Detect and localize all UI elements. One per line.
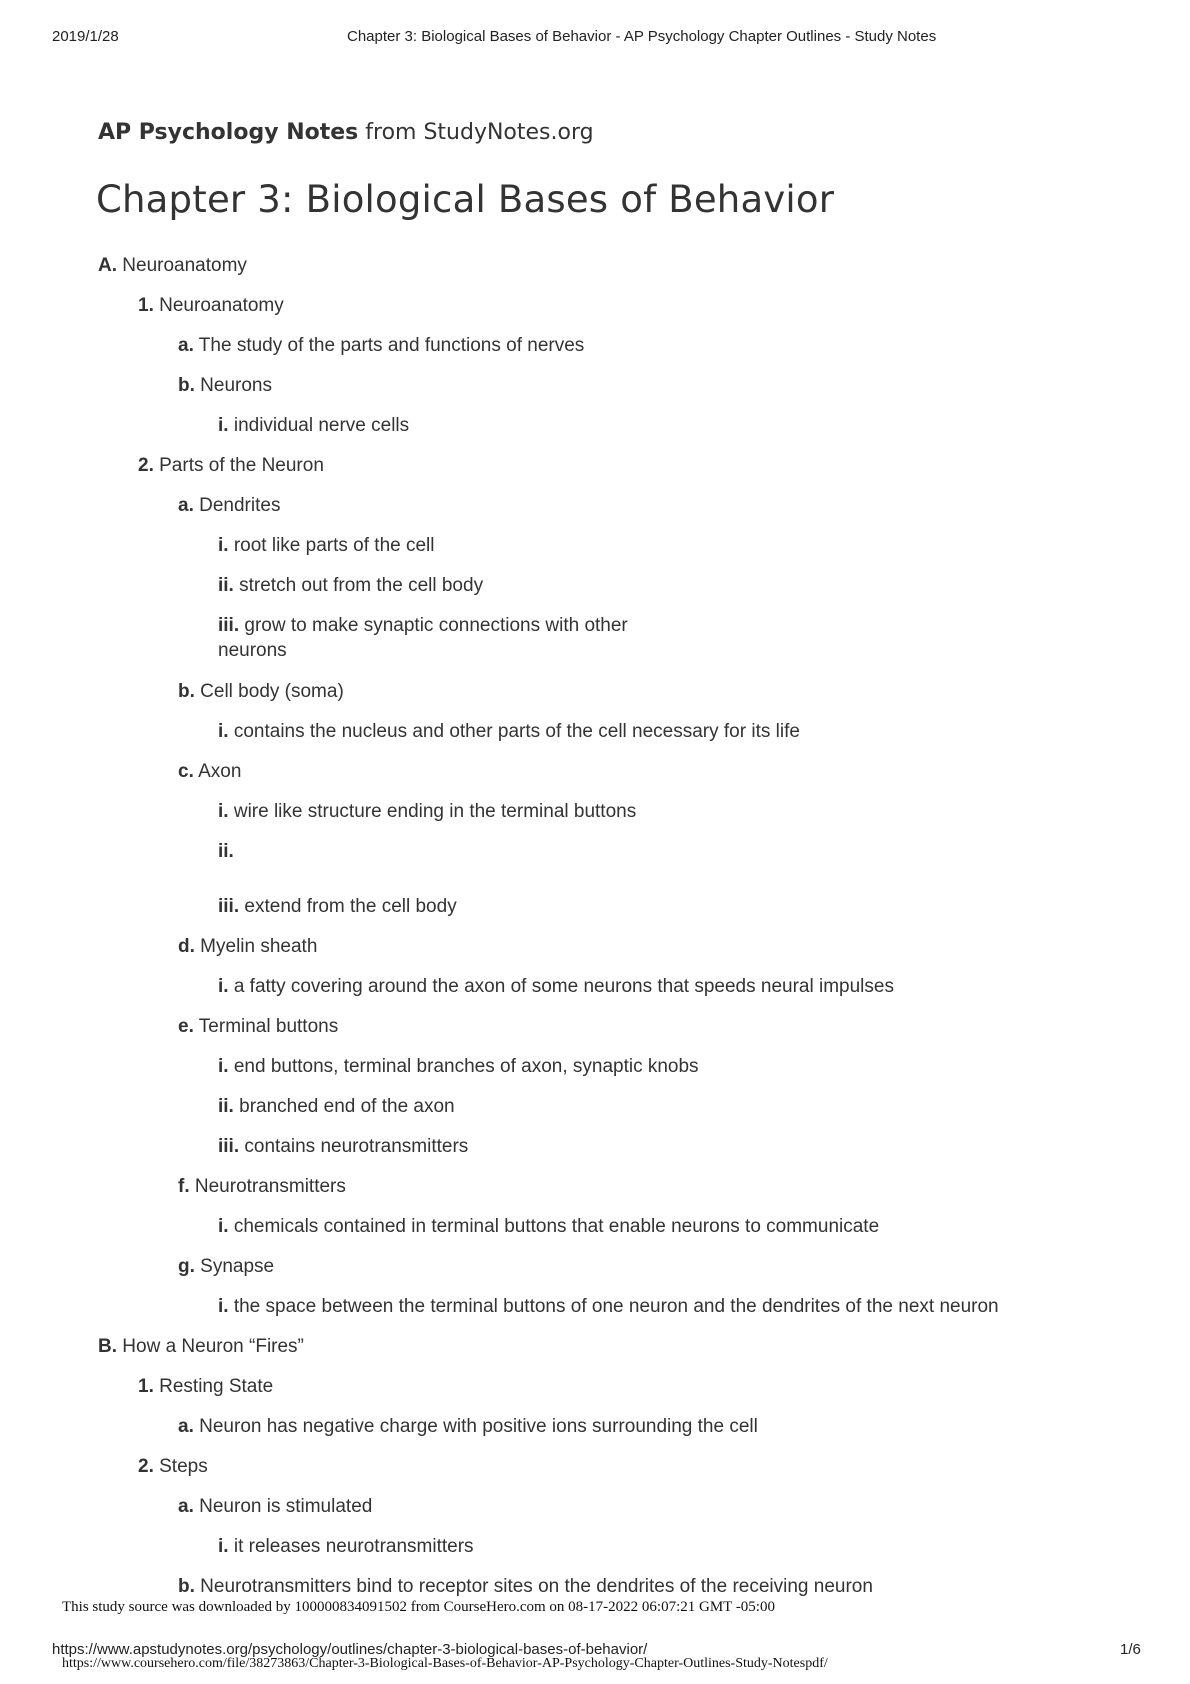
outline-text: the space between the terminal buttons of one neuron and the dendrites of the next neuron — [228, 1296, 999, 1317]
outline-text: Neuroanatomy — [117, 255, 247, 276]
outline-item — [218, 413, 409, 438]
outline-label: a. — [178, 1496, 194, 1517]
site-name-bold: AP Psychology Notes — [98, 120, 359, 145]
outline-item — [178, 333, 584, 358]
site-name-rest: from StudyNotes.org — [358, 120, 594, 145]
outline-label: i. — [218, 1216, 229, 1237]
outline-label: i. — [218, 976, 229, 997]
outline-label: c. — [178, 761, 194, 782]
outline-text: root like parts of the cell — [228, 535, 435, 556]
source-note: This study source was downloaded by 100000834091502 from CourseHero.com on 08-17-2022 06:07:21 GMT -05:00 — [62, 1599, 775, 1615]
outline-item — [218, 839, 234, 864]
outline-item — [98, 253, 247, 278]
outline-item — [218, 1054, 699, 1079]
outline-item — [218, 1134, 468, 1159]
outline-item — [178, 1254, 274, 1279]
print-date: 2019/1/28 — [52, 28, 119, 45]
outline-label: g. — [178, 1256, 195, 1277]
outline-item — [218, 1214, 879, 1239]
outline-label: iii. — [218, 615, 240, 636]
outline-text: Synapse — [194, 1256, 275, 1277]
outline-item — [218, 533, 435, 558]
outline-item — [218, 613, 658, 663]
outline-label: f. — [178, 1176, 190, 1197]
outline-label: a. — [178, 335, 194, 356]
outline-label: i. — [218, 721, 229, 742]
outline-text: it releases neurotransmitters — [228, 1536, 474, 1557]
outline-label: i. — [218, 1536, 229, 1557]
outline-label: d. — [178, 936, 195, 957]
outline-text: Terminal buttons — [193, 1016, 339, 1037]
outline-text: Parts of the Neuron — [153, 455, 324, 476]
outline-text: How a Neuron “Fires” — [117, 1336, 304, 1357]
outline-label: i. — [218, 801, 229, 822]
outline-text: a fatty covering around the axon of some neurons that speeds neural impulses — [228, 976, 894, 997]
outline-text: individual nerve cells — [228, 415, 410, 436]
outline-label: 2. — [138, 455, 154, 476]
outline-item — [178, 934, 317, 959]
outline-text: Neurons — [194, 375, 272, 396]
outline-label: 1. — [138, 1376, 154, 1397]
outline-text: chemicals contained in terminal buttons that enable neurons to communicate — [228, 1216, 880, 1237]
outline-text: Neurotransmitters — [189, 1176, 346, 1197]
outline-text: Neuron is stimulated — [193, 1496, 373, 1517]
outline-text: Cell body (soma) — [194, 681, 344, 702]
footer-url[interactable]: https://www.apstudynotes.org/psychology/outlines/chapter-3-biological-bases-of-behavior/ — [52, 1641, 648, 1658]
outline-item — [218, 573, 483, 598]
coursehero-url[interactable]: https://www.coursehero.com/file/38273863/Chapter-3-Biological-Bases-of-Behavior-AP-Psychology-Chapter-Outlines-Study-Notespdf/ — [62, 1656, 828, 1671]
outline-label: i. — [218, 535, 229, 556]
outline-item — [178, 1414, 758, 1439]
outline-text: extend from the cell body — [239, 896, 457, 917]
outline-label: ii. — [218, 841, 234, 862]
outline-label: a. — [178, 1416, 194, 1437]
outline-item — [218, 974, 894, 999]
outline-label: ii. — [218, 575, 234, 596]
outline-text: Steps — [153, 1456, 208, 1477]
outline-label: b. — [178, 375, 195, 396]
chapter-title: Chapter 3: Biological Bases of Behavior — [96, 178, 835, 221]
outline-label: 2. — [138, 1456, 154, 1477]
outline-item — [178, 493, 280, 518]
outline-label: B. — [98, 1336, 117, 1357]
outline-item — [138, 1374, 273, 1399]
outline-text: branched end of the axon — [233, 1096, 455, 1117]
outline-text: Myelin sheath — [194, 936, 318, 957]
outline-label: b. — [178, 681, 195, 702]
outline-label: A. — [98, 255, 117, 276]
outline-label: i. — [218, 415, 229, 436]
outline-text: Dendrites — [193, 495, 281, 516]
outline-label: ii. — [218, 1096, 234, 1117]
outline-item — [178, 679, 344, 704]
outline-label: i. — [218, 1296, 229, 1317]
outline-item — [218, 1534, 474, 1559]
outline-item — [178, 1574, 873, 1599]
outline-text: end buttons, terminal branches of axon, synaptic knobs — [228, 1056, 699, 1077]
outline-item — [138, 1454, 208, 1479]
outline-item — [178, 1174, 346, 1199]
outline-label: 1. — [138, 295, 154, 316]
outline-text: Neuron has negative charge with positive ions surrounding the cell — [193, 1416, 758, 1437]
outline-text: Neurotransmitters bind to receptor sites on the dendrites of the receiving neuron — [194, 1576, 873, 1597]
outline-item — [218, 799, 636, 824]
print-title: Chapter 3: Biological Bases of Behavior - AP Psychology Chapter Outlines - Study Notes — [347, 28, 937, 45]
outline-label: iii. — [218, 896, 240, 917]
site-name — [98, 120, 594, 145]
outline-item — [218, 894, 457, 919]
outline-text: The study of the parts and functions of nerves — [193, 335, 585, 356]
outline-label: i. — [218, 1056, 229, 1077]
outline-text: stretch out from the cell body — [233, 575, 484, 596]
outline-label: a. — [178, 495, 194, 516]
outline-item — [178, 759, 241, 784]
outline-label: e. — [178, 1016, 194, 1037]
outline-text: wire like structure ending in the terminal buttons — [228, 801, 637, 822]
outline-text: contains neurotransmitters — [239, 1136, 469, 1157]
outline-item — [178, 1014, 338, 1039]
page-number: 1/6 — [1120, 1641, 1141, 1658]
outline-item — [218, 719, 800, 744]
outline-text: Axon — [193, 761, 242, 782]
outline-text: grow to make synaptic connections with other neurons — [218, 615, 628, 661]
outline-item — [138, 293, 284, 318]
outline-label: b. — [178, 1576, 195, 1597]
outline-item — [178, 373, 272, 398]
outline-text: Neuroanatomy — [153, 295, 284, 316]
outline-label: iii. — [218, 1136, 240, 1157]
outline-item — [98, 1334, 304, 1359]
outline-item — [178, 1494, 372, 1519]
outline-item — [218, 1294, 999, 1319]
outline-item — [218, 1094, 455, 1119]
outline-text: Resting State — [153, 1376, 274, 1397]
outline-text: contains the nucleus and other parts of the cell necessary for its life — [228, 721, 800, 742]
outline-item — [138, 453, 324, 478]
